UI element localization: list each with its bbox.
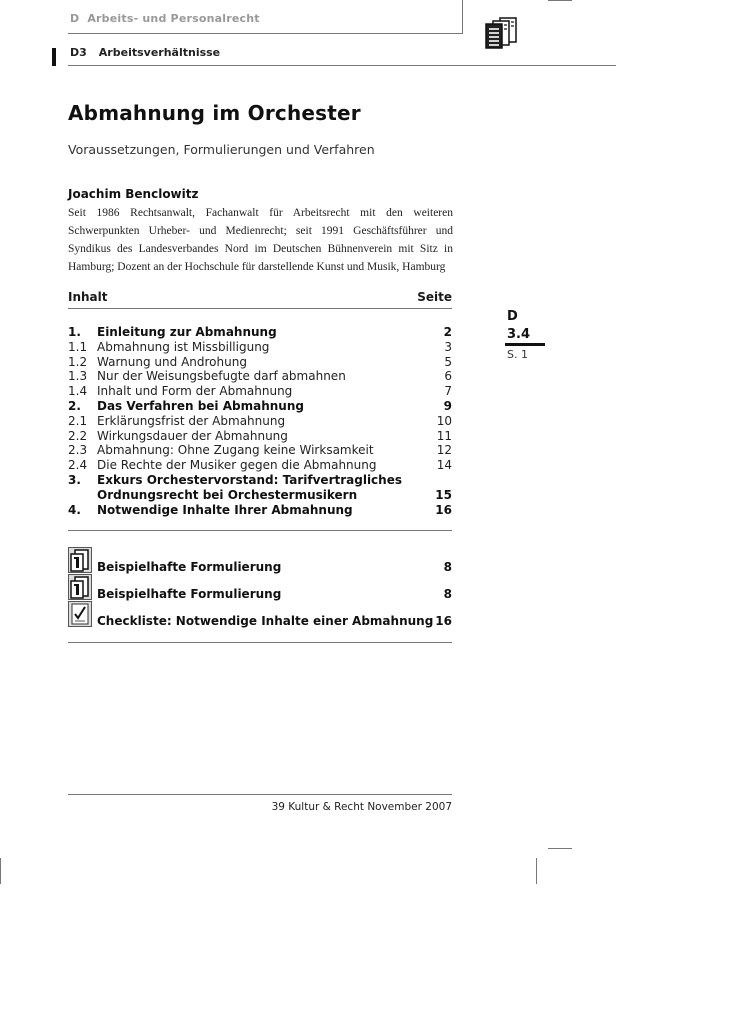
section-title: Arbeits- und Personalrecht [87,12,260,25]
toc-entry[interactable]: 1.1 Abmahnung ist Missbilligung 3 [68,339,452,354]
toc-entry[interactable]: 3. Exkurs Orchestervorstand: Tarifvertragliches Ordnungsrecht bei Orchestermusikern 15 [68,472,452,502]
toc-heading [68,290,452,304]
register-letter: D [507,309,518,324]
subheader-divider [68,65,616,66]
toc-entry[interactable]: 1. Einleitung zur Abmahnung 2 [68,325,452,339]
toc-entry[interactable]: 2.4 Die Rechte der Musiker gegen die Abmahnung 14 [68,458,452,473]
subsection-code: D3 [70,46,87,59]
toc-entry[interactable]: 1.4 Inhalt und Form der Abmahnung 7 [68,384,452,399]
subsection-header [70,46,220,59]
toc-divider [68,308,452,309]
template-icon [68,547,92,573]
register-marker [505,309,545,359]
documents-icon [484,16,524,50]
crop-mark [0,858,1,884]
subsection-marker [52,48,56,66]
toc-entry[interactable]: 4. Notwendige Inhalte Ihrer Abmahnung 16 [68,502,452,517]
footer-text: 39 Kultur & Recht November 2007 [271,801,452,813]
toc-entry[interactable]: 1.3 Nur der Weisungsbefugte darf abmahnen 6 [68,369,452,384]
article-title: Abmahnung im Orchester [68,101,361,125]
footer-divider [68,794,452,795]
tool-entry[interactable]: Beispielhafte Formulierung 8 [68,547,452,577]
author-bio: Seit 1986 Rechtsanwalt, Fachanwalt für Arbeitsrecht mit den weiteren Schwerpunkten Urheber- und Medienrecht; seit 1991 Geschäftsführer und Syndikus des Landesverbandes Nord im Deutschen Bühnenverein mit Sitz in Hamburg; Dozent an der Hochschule für darstellende Kunst und Musik, Hamburg [68,207,453,273]
tool-entry[interactable]: Checkliste: Notwendige Inhalte einer Abmahnung 16 [68,601,452,631]
table-of-contents [68,325,452,517]
checklist-icon [68,601,92,627]
crop-mark [536,858,537,884]
toc-page-heading: Seite [417,290,452,304]
author-name: Joachim Benclowitz [68,187,199,201]
corner-mark-top [548,0,572,1]
toc-entry[interactable]: 2.2 Wirkungsdauer der Abmahnung 11 [68,428,452,443]
subsection-title: Arbeitsverhältnisse [98,46,221,59]
section-header [70,12,260,25]
register-page: S. 1 [507,348,528,361]
template-icon [68,574,92,600]
toc-entry[interactable]: 2.3 Abmahnung: Ohne Zugang keine Wirksamkeit 12 [68,443,452,458]
toc-entry[interactable]: 2.1 Erklärungsfrist der Abmahnung 10 [68,413,452,428]
header-divider [68,33,462,34]
toc-heading-label: Inhalt [68,290,108,304]
toc-entry[interactable]: 1.2 Warnung und Androhung 5 [68,354,452,369]
register-number: 3.4 [507,327,531,342]
header-vertical-rule [462,0,463,34]
crop-mark [548,848,572,849]
tools-divider [68,642,452,643]
article-subtitle: Voraussetzungen, Formulierungen und Verfahren [68,142,375,157]
register-bar [505,343,545,346]
toc-entry[interactable]: 2. Das Verfahren bei Abmahnung 9 [68,398,452,413]
toc-tools-divider [68,530,452,531]
tool-entry[interactable]: Beispielhafte Formulierung 8 [68,574,452,604]
section-code: D [70,12,80,25]
